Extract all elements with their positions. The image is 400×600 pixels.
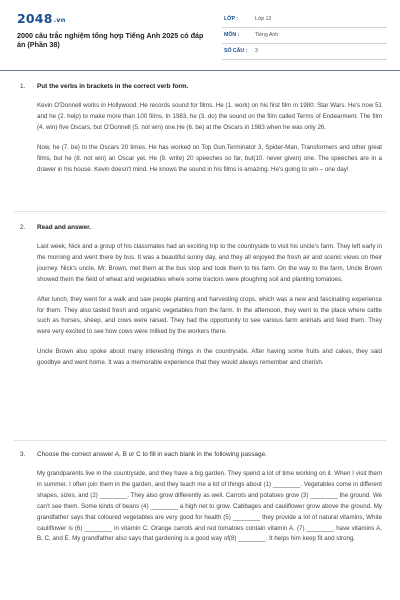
question-paragraph: Last week, Nick and a group of his classmates had an exciting trip to the countryside to visit his uncle's farm. They left early in the morning and went there by bus. It was a beautiful sunny day, and they all enjoyed the fresh air and scenic views on their journey. Nick's uncle, Mr. Brown, met them at the bus stop and took them to his farm. On the way to the farm, Uncle Brown showed them the field of wheat and vegetables where some tractors were ploughing soil and planting tomatoes. [37,243,382,283]
meta-key: LỚP : [224,16,239,22]
question-paragraph: Kevin O'Donnell works in Hollywood. He records sound for films. He (1. work) on his first film in 1980: Star Wars. He's now 51 and he (2. help) to make more than 100 films. In 1983, he (3. do) the sound on the film called Terms of Endearment. The film (4. win) five Oscars, but O'Donnell (5. not win) one.He (6. be) at the Oscars in 1983 when he was only 26. [37,102,382,131]
meta-row-class [222,12,387,28]
question-2 [20,224,382,369]
section-divider [14,211,386,212]
question-paragraph: Uncle Brown also spoke about many interesting things in the countryside. After having some fruits and cakes, they said goodbye and went home. It was a memorable experience that they would always remember and cherish. [37,348,382,367]
question-title: Choose the correct answer A, B or C to fill in each blank in the following passage. [37,451,267,458]
question-number: 3. [20,451,26,458]
site-logo[interactable] [17,11,66,26]
meta-value: Tiếng Anh [255,32,279,38]
logo-text: 2048 [17,11,53,26]
question-paragraph: My grandparents live in the countryside, and they have a big garden. They spend a lot of time working on it. When I visit them in summer. I often join them in the garden, and they teach me a lot of things about (1) ________. Vegetables come in different shapes, sizes, and (2) ________. They also grow differently as well. Carrots and potatoes grow (3) ________ the ground. We can't see them. Some kinds of beans (4) ________ a high net to grow. Cabbages and cauliflower grow above the ground. My grandfather says that coloured vegetables are very good for health (5) ________ they provide a lot of natural vitamins, White cauliflower is (6) ________ in vitamin C. Orange carrots and red tomatoes contain vitamin A. (7) ________ have vitamins A, B, C, and E. My grandfather also says that gardening is a good way of(8) ________. It helps him keep fit and strong. [37,470,382,543]
question-paragraph: Now, he (7. be) to the Oscars 20 times. He has worked on Top Gun,Terminator 3, Spider-Man, Transformers and other great films, but he (8. not win) an Oscar yet. He (9. write) 20 speeches so far, but(10. never given) one. The speeches are in a drawer in his house. Kevin doesn't mind. He knows the sound in his films is amazing. He's going to win – one day! [37,143,382,173]
meta-table [222,12,387,60]
logo-suffix: .vn [53,16,66,24]
question-title: Read and answer. [37,224,91,231]
header-divider [0,70,400,71]
meta-key: SỐ CÂU : [224,48,248,54]
meta-value: 3 [255,48,258,54]
question-number: 1. [20,83,26,90]
meta-row-question-count [222,44,387,60]
document-title: 2000 câu trắc nghiệm tổng hợp Tiếng Anh 2025 có đáp án (Phần 38) [17,31,204,50]
meta-value: Lớp 12 [255,16,272,22]
question-paragraph: After lunch, they went for a walk and saw people planting and harvesting crops, which was a new and fascinating experience for them. They also tasted fresh and organic vegetables from the farm. In the afternoon, they went to the place where cattle such as horses, sheep, and cows were raised. They had the opportunity to see various farm animals and feed them. They were very excited to see how cows were milked by the workers there. [37,295,382,336]
question-number: 2. [20,224,26,231]
question-title: Put the verbs in brackets in the correct verb form. [37,83,189,90]
question-heading [20,451,382,462]
question-heading [20,224,382,235]
section-divider [14,440,386,441]
question-1 [20,83,382,175]
meta-key: MÔN : [224,32,240,38]
question-heading [20,83,382,94]
page-header [0,0,400,68]
question-3 [20,451,382,545]
meta-row-subject [222,28,387,44]
